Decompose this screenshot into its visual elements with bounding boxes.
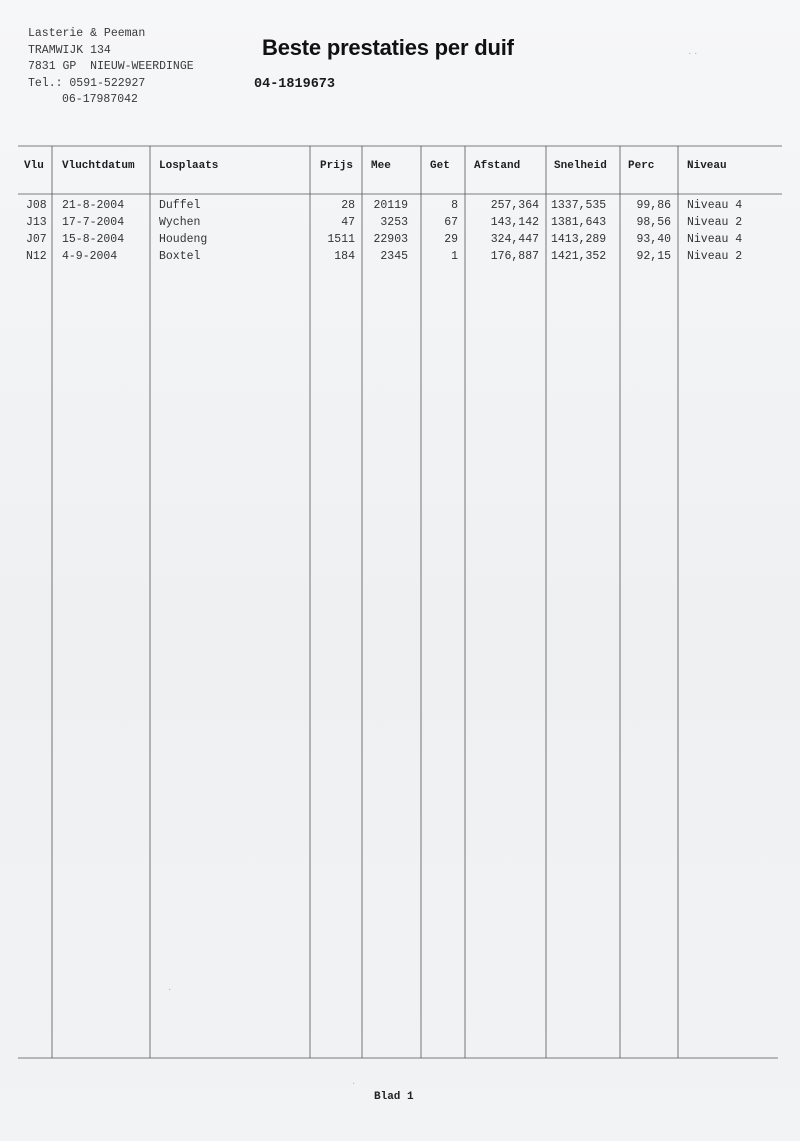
table-cell-afstand: 143,142	[490, 216, 539, 229]
table-cell-perc: 98,56	[636, 216, 671, 229]
sender-phone: Tel.: 0591-522927	[28, 76, 146, 90]
table-cell-niveau: Niveau 4	[687, 199, 743, 212]
table-cell-vlu: J08	[26, 199, 47, 212]
table-cell-vluchtdatum: 21-8-2004	[62, 199, 125, 212]
table-cell-afstand: 324,447	[490, 233, 539, 246]
sender-address	[28, 26, 194, 109]
table-cell-losplaats: Duffel	[159, 199, 201, 212]
table-cell-vluchtdatum: 17-7-2004	[62, 216, 125, 229]
table-cell-niveau: Niveau 2	[687, 216, 743, 229]
column-header-perc: Perc	[628, 160, 655, 172]
table-cell-losplaats: Boxtel	[159, 250, 201, 263]
table-cell-prijs: 184	[334, 250, 355, 263]
column-header-get: Get	[430, 160, 450, 172]
table-cell-snelheid: 1421,352	[551, 250, 607, 263]
table-cell-losplaats: Houdeng	[159, 233, 208, 246]
table-cell-snelheid: 1413,289	[551, 233, 607, 246]
column-header-snelheid: Snelheid	[554, 160, 607, 172]
scan-speck: ·	[168, 984, 172, 995]
column-header-vluchtdatum: Vluchtdatum	[62, 160, 135, 172]
column-header-prijs: Prijs	[320, 160, 354, 172]
table-cell-perc: 93,40	[636, 233, 671, 246]
table-cell-niveau: Niveau 4	[687, 233, 743, 246]
column-header-niveau: Niveau	[687, 160, 727, 172]
table-cell-get: 29	[444, 233, 458, 246]
table-cell-vlu: J07	[26, 233, 47, 246]
column-header-afstand: Afstand	[474, 160, 521, 172]
table-cell-mee: 22903	[373, 233, 408, 246]
column-header-losplaats: Losplaats	[159, 160, 219, 172]
table-cell-snelheid: 1381,643	[551, 216, 607, 229]
sender-street: TRAMWIJK 134	[28, 43, 111, 57]
scan-speck: · ·	[688, 48, 698, 59]
table-cell-vlu: J13	[26, 216, 47, 229]
table-cell-afstand: 176,887	[490, 250, 539, 263]
table-cell-get: 1	[451, 250, 458, 263]
table-cell-prijs: 1511	[327, 233, 355, 246]
page-title: Beste prestaties per duif	[262, 35, 514, 60]
table-cell-mee: 20119	[373, 199, 408, 212]
column-header-vlu: Vlu	[24, 160, 44, 172]
sender-name: Lasterie & Peeman	[28, 27, 146, 40]
table-cell-niveau: Niveau 2	[687, 250, 743, 263]
table-cell-get: 8	[451, 199, 458, 212]
table-cell-perc: 99,86	[636, 199, 671, 212]
ring-number: 04-1819673	[254, 77, 336, 92]
table-cell-afstand: 257,364	[490, 199, 539, 212]
table-cell-mee: 2345	[380, 250, 408, 263]
page-number: Blad 1	[374, 1091, 414, 1103]
table-cell-perc: 92,15	[636, 250, 671, 263]
sender-city: 7831 GP NIEUW-WEERDINGE	[28, 60, 194, 73]
table-cell-get: 67	[444, 216, 458, 229]
column-header-mee: Mee	[371, 160, 391, 172]
scan-speck: ·	[352, 1078, 356, 1089]
table-cell-losplaats: Wychen	[159, 216, 201, 229]
table-cell-vlu: N12	[26, 250, 47, 263]
table-cell-vluchtdatum: 4-9-2004	[62, 250, 118, 263]
table-cell-mee: 3253	[380, 216, 408, 229]
table-cell-snelheid: 1337,535	[551, 199, 607, 212]
table-cell-prijs: 28	[341, 199, 355, 212]
table-cell-prijs: 47	[341, 216, 355, 229]
sender-mobile: 06-17987042	[62, 93, 138, 106]
table-cell-vluchtdatum: 15-8-2004	[62, 233, 125, 246]
